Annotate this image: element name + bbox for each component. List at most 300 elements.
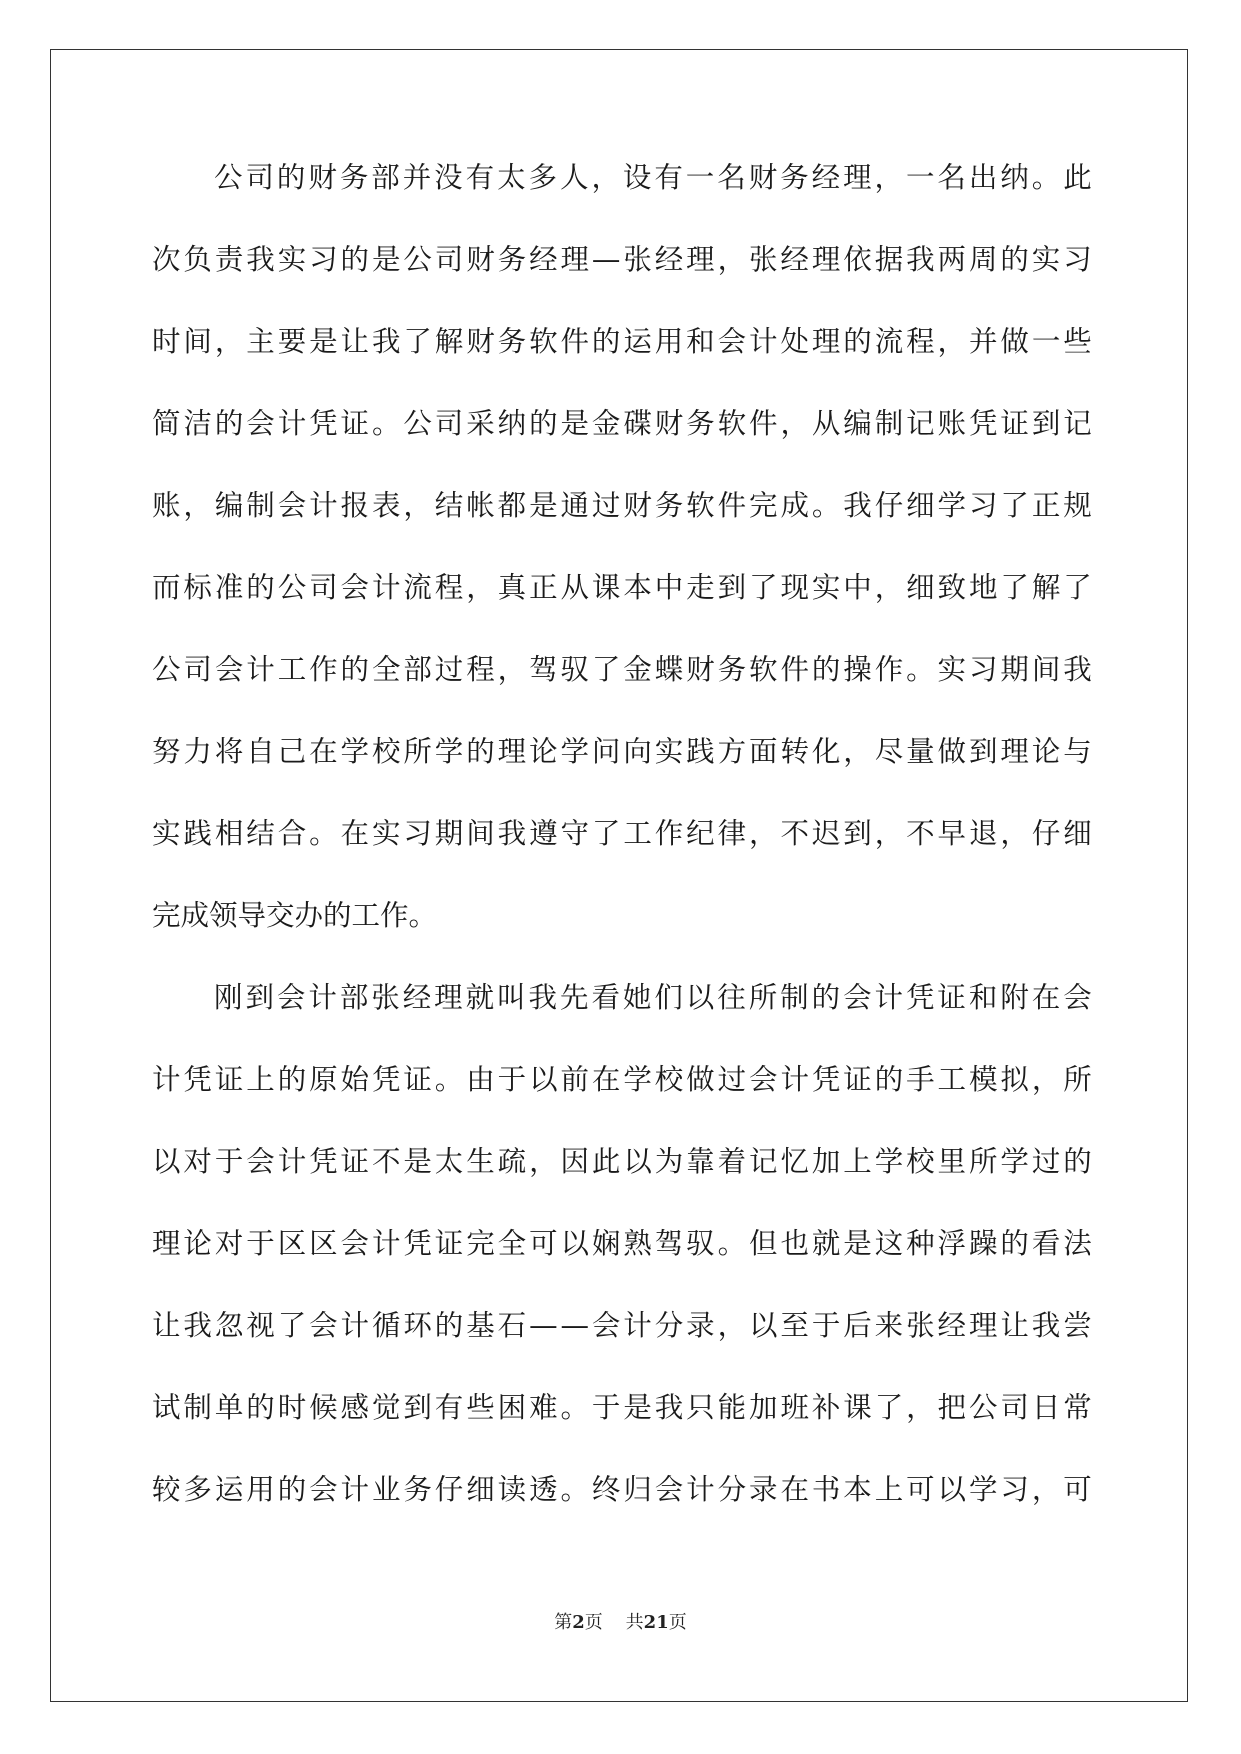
text-char: 归 <box>623 1473 652 1506</box>
text-char: 常 <box>1063 1391 1092 1424</box>
text-char: 会 <box>843 981 872 1014</box>
text-char: 件 <box>780 653 809 686</box>
text-char: 到 <box>968 735 998 768</box>
text-char: 简 <box>152 407 181 440</box>
text-char: 理 <box>560 243 589 276</box>
text-char: 。 <box>434 1063 464 1096</box>
text-char: ， <box>183 489 212 522</box>
text-char: 流 <box>403 571 432 604</box>
text-char: 准 <box>214 571 244 604</box>
text-char: 到 <box>843 817 872 850</box>
text-char: 在 <box>309 735 338 768</box>
text-char: 出 <box>968 161 998 194</box>
text-char: 务 <box>497 243 527 276</box>
text-char: 。 <box>560 1391 589 1424</box>
text-char: 张 <box>371 981 400 1014</box>
text-char: 制 <box>780 981 809 1014</box>
text-char: 上 <box>246 1063 275 1096</box>
text-char: 软 <box>686 489 715 522</box>
text-char: 务 <box>497 325 527 358</box>
text-line <box>152 568 1092 650</box>
text-char: 正 <box>529 571 558 604</box>
text-char: 司 <box>245 161 274 194</box>
text-char: 区 <box>277 1227 307 1260</box>
text-char: 过 <box>434 653 464 686</box>
text-char: 中 <box>654 571 684 604</box>
text-char: ， <box>717 243 747 276</box>
page-footer <box>0 1608 1241 1634</box>
text-char: 前 <box>560 1063 589 1096</box>
text-char: 计 <box>623 1309 652 1342</box>
text-char: 就 <box>465 981 495 1014</box>
text-char: 用 <box>654 325 684 358</box>
text-char: 理 <box>811 325 841 358</box>
text-char: 过 <box>717 1063 747 1096</box>
text-char: 的 <box>1000 243 1029 276</box>
text-char: 娴 <box>591 1227 621 1260</box>
text-char: 理 <box>1000 735 1029 768</box>
text-char: 会 <box>1063 981 1092 1014</box>
text-char: 尽 <box>874 735 904 768</box>
text-char: 公 <box>403 407 432 440</box>
text-char: ， <box>214 325 244 358</box>
text-char: 学 <box>340 735 370 768</box>
text-char: 有 <box>654 161 683 194</box>
text-line <box>152 158 1092 240</box>
text-char: 司 <box>309 571 338 604</box>
text-char: 校 <box>371 735 401 768</box>
text-char: 本 <box>843 1473 872 1506</box>
text-char: 报 <box>340 489 370 522</box>
text-char: ， <box>717 1309 747 1342</box>
text-line <box>152 1388 1092 1470</box>
text-char: 作 <box>874 653 904 686</box>
text-char: 了 <box>1000 571 1029 604</box>
text-char: 计 <box>371 1227 401 1260</box>
text-char: 不 <box>780 817 809 850</box>
text-char: 公 <box>214 161 243 194</box>
text-char: 计 <box>340 1309 370 1342</box>
text-char: 软 <box>749 653 778 686</box>
text-char: 程 <box>466 653 495 686</box>
text-char: 学 <box>1000 1145 1029 1178</box>
text-char: 会 <box>591 1309 621 1342</box>
text-char: 证 <box>937 981 966 1014</box>
text-char: 种 <box>906 1227 935 1260</box>
text-char: 本 <box>623 571 652 604</box>
text-char: ， <box>843 735 872 768</box>
text-char: 解 <box>434 325 464 358</box>
text-char: 仔 <box>874 489 904 522</box>
text-char: 相 <box>214 817 244 850</box>
text-char: 对 <box>214 1227 244 1260</box>
text-char: 的 <box>277 1473 307 1506</box>
text-char: 以 <box>152 1145 181 1178</box>
text-char: 班 <box>780 1391 809 1424</box>
text-char: 会 <box>749 1063 778 1096</box>
text-char: 处 <box>780 325 809 358</box>
text-line <box>152 1306 1092 1388</box>
text-char: 早 <box>937 817 967 850</box>
text-char: 经 <box>780 243 809 276</box>
text-char: 践 <box>183 817 212 850</box>
text-char: 编 <box>214 489 244 522</box>
text-char: 我 <box>654 1391 684 1424</box>
text-char: 凭 <box>968 407 998 440</box>
text-char: 实 <box>654 735 684 768</box>
text-char: 的 <box>340 243 370 276</box>
text-char: 的 <box>811 981 841 1014</box>
text-char: 的 <box>591 325 621 358</box>
text-line <box>152 486 1092 568</box>
text-char: 会 <box>340 571 370 604</box>
text-char: 习 <box>309 243 338 276</box>
text-char: 可 <box>906 1473 935 1506</box>
text-char: 疏 <box>497 1145 527 1178</box>
text-char: 。 <box>560 1473 589 1506</box>
text-char: 洁 <box>183 407 212 440</box>
text-char: 编 <box>843 407 872 440</box>
text-char: 终 <box>591 1473 621 1506</box>
text-char: 习 <box>1063 243 1092 276</box>
text-char: 金 <box>591 407 621 440</box>
text-char: 将 <box>214 735 244 768</box>
text-char: 靠 <box>686 1145 715 1178</box>
text-char: 正 <box>1031 489 1061 522</box>
text-char: 用 <box>246 1473 275 1506</box>
text-char: 不 <box>906 817 935 850</box>
text-char: 致 <box>937 571 967 604</box>
text-char: 责 <box>214 243 244 276</box>
text-char: 看 <box>591 981 620 1014</box>
text-char: 转 <box>780 735 809 768</box>
text-char: 论 <box>183 1227 212 1260</box>
text-char: 务 <box>339 161 369 194</box>
text-char: 日 <box>1031 1391 1061 1424</box>
text-char: 理 <box>811 243 841 276</box>
text-char: 仔 <box>434 1473 464 1506</box>
text-char: 驾 <box>529 653 558 686</box>
text-char: 凭 <box>905 981 935 1014</box>
text-char: ， <box>749 817 778 850</box>
text-char: 以 <box>560 1227 589 1260</box>
text-char: 习 <box>403 817 432 850</box>
text-char: 看 <box>1031 1227 1061 1260</box>
text-char: 了 <box>277 1309 307 1342</box>
text-char: 是 <box>403 1145 432 1178</box>
text-char: ， <box>403 489 432 522</box>
text-char: 驭 <box>686 1227 715 1260</box>
text-char: ， <box>1000 817 1029 850</box>
text-char: 的 <box>1000 1227 1029 1260</box>
text-char: 证 <box>340 1145 370 1178</box>
text-char: 经 <box>937 1309 967 1342</box>
text-char: 。 <box>309 817 338 850</box>
text-char: 有 <box>465 161 495 194</box>
text-char: 仔 <box>1031 817 1061 850</box>
text-char: 自 <box>246 735 275 768</box>
text-char: 的 <box>811 653 841 686</box>
text-char: 与 <box>1063 735 1092 768</box>
text-char: 来 <box>874 1309 904 1342</box>
text-char: 财 <box>623 489 652 522</box>
text-char: 公 <box>403 243 432 276</box>
text-char: 校 <box>654 1063 684 1096</box>
text-char: 依 <box>843 243 872 276</box>
text-char: — <box>560 1309 589 1342</box>
text-char: 难 <box>529 1391 558 1424</box>
text-char: 是 <box>309 325 338 358</box>
text-char: 设 <box>622 161 652 194</box>
text-char: 时 <box>277 1391 307 1424</box>
text-char: 证 <box>843 1063 872 1096</box>
text-char: 业 <box>371 1473 401 1506</box>
text-char: 真 <box>497 571 527 604</box>
text-line <box>152 1142 1092 1224</box>
text-char: 是 <box>371 243 401 276</box>
text-char: 做 <box>1000 325 1029 358</box>
text-char: 所 <box>403 735 432 768</box>
text-char: 计 <box>340 1473 370 1506</box>
text-char: 会 <box>340 1227 370 1260</box>
text-char: 计 <box>308 981 337 1014</box>
text-char: 让 <box>1000 1309 1029 1342</box>
text-char: 以 <box>623 1145 652 1178</box>
text-char: 是 <box>843 1227 872 1260</box>
text-char: 了 <box>749 571 778 604</box>
text-char: 原 <box>309 1063 338 1096</box>
text-char: 我 <box>1031 1309 1061 1342</box>
text-char: 实 <box>811 571 841 604</box>
text-char: ， <box>937 325 967 358</box>
text-char: 记 <box>749 1145 778 1178</box>
text-char: 工 <box>937 1063 967 1096</box>
text-char: 司 <box>183 653 212 686</box>
text-char: 会 <box>246 407 275 440</box>
text-char: 书 <box>811 1473 841 1506</box>
text-char: 没 <box>434 161 463 194</box>
text-char: 分 <box>717 1473 747 1506</box>
text-char: 间 <box>466 817 495 850</box>
text-char: 公 <box>968 1391 998 1424</box>
text-char: 中 <box>843 571 872 604</box>
text-char: 负 <box>183 243 212 276</box>
text-char: 补 <box>811 1391 841 1424</box>
text-char: 都 <box>497 489 527 522</box>
text-char: 名 <box>717 161 746 194</box>
text-char: 感 <box>340 1391 370 1424</box>
text-char: 金 <box>623 653 652 686</box>
text-char: 理 <box>497 735 527 768</box>
text-line <box>152 322 1092 404</box>
text-char: 习 <box>1000 1473 1029 1506</box>
text-char: 方 <box>717 735 747 768</box>
text-char: 为 <box>654 1145 684 1178</box>
text-char: 成 <box>780 489 809 522</box>
text-char: 所 <box>968 1145 998 1178</box>
text-char: 于 <box>811 1309 841 1342</box>
text-char: 习 <box>968 489 998 522</box>
text-char: 务 <box>403 1473 432 1506</box>
text-char: 试 <box>152 1391 181 1424</box>
text-char: 所 <box>1063 1063 1092 1096</box>
text-char: 我 <box>528 981 558 1014</box>
text-char: 忆 <box>780 1145 809 1178</box>
text-char: 计 <box>152 1063 181 1096</box>
text-char: 熟 <box>623 1227 652 1260</box>
text-char: 的 <box>214 407 244 440</box>
text-char: 次 <box>152 243 181 276</box>
text-line <box>152 1470 1092 1552</box>
text-char: 学 <box>968 1473 998 1506</box>
text-char: 着 <box>717 1145 747 1178</box>
text-char: 循 <box>371 1309 401 1342</box>
text-char: 和 <box>686 325 715 358</box>
text-char: 蝶 <box>654 653 684 686</box>
text-char: 证 <box>434 1227 464 1260</box>
text-char: 面 <box>749 735 778 768</box>
text-char: 对 <box>183 1145 212 1178</box>
text-char: 我 <box>843 489 872 522</box>
text-char: 过 <box>591 489 621 522</box>
text-char: 律 <box>717 817 747 850</box>
text-char: — <box>529 1309 558 1342</box>
text-char: 间 <box>183 325 212 358</box>
text-char: 较 <box>152 1473 181 1506</box>
text-char: 附 <box>1000 981 1029 1014</box>
text-char: 公 <box>277 571 307 604</box>
text-char: 量 <box>906 735 935 768</box>
text-char: 她 <box>622 981 652 1014</box>
text-char: 的 <box>874 1063 904 1096</box>
text-char: 做 <box>686 1063 715 1096</box>
text-char: 凭 <box>309 407 338 440</box>
text-char: 作 <box>654 817 684 850</box>
text-char: 也 <box>780 1227 809 1260</box>
text-char: 经 <box>529 243 558 276</box>
text-char: 完 <box>749 489 778 522</box>
text-char: 部 <box>371 161 400 194</box>
text-char: 由 <box>466 1063 495 1096</box>
text-char: 让 <box>152 1309 181 1342</box>
text-char: 先 <box>559 981 589 1014</box>
text-char: 流 <box>874 325 904 358</box>
text-char: 问 <box>591 735 621 768</box>
text-char: 名 <box>937 161 966 194</box>
text-char: 有 <box>434 1391 464 1424</box>
text-line <box>152 1060 1092 1142</box>
text-char: 的 <box>340 653 370 686</box>
text-char: 向 <box>623 735 652 768</box>
text-char: 太 <box>497 161 526 194</box>
text-char: 驾 <box>654 1227 684 1260</box>
page-suffix: 页 <box>584 1612 603 1633</box>
text-char: 计 <box>874 981 904 1014</box>
text-char: 到 <box>245 981 274 1014</box>
text-char: 的 <box>276 161 306 194</box>
text-char: 我 <box>246 243 275 276</box>
text-char: 校 <box>906 1145 935 1178</box>
text-char: 细 <box>1063 817 1092 850</box>
text-char: 在 <box>591 1063 621 1096</box>
text-char: 践 <box>686 735 715 768</box>
text-char: 全 <box>497 1227 527 1260</box>
text-char: ， <box>874 161 904 194</box>
text-char: 时 <box>152 325 181 358</box>
text-char: 以 <box>685 981 715 1014</box>
text-char: 的 <box>246 571 275 604</box>
text-char: 财 <box>748 161 778 194</box>
text-char: 可 <box>529 1227 558 1260</box>
text-char: 课 <box>843 1391 872 1424</box>
text-char: 实 <box>371 817 401 850</box>
current-page-number: 2 <box>572 1612 585 1633</box>
text-char: 两 <box>937 243 967 276</box>
total-prefix: 共 <box>625 1612 644 1633</box>
text-char: 透 <box>529 1473 558 1506</box>
text-char: 实 <box>1031 243 1061 276</box>
text-char: ， <box>906 1391 935 1424</box>
text-char: 账 <box>937 407 967 440</box>
text-char: 法 <box>1063 1227 1092 1260</box>
text-char: 在 <box>340 817 370 850</box>
text-char: 凭 <box>811 1063 841 1096</box>
text-char: 往 <box>717 981 746 1014</box>
text-char: 了 <box>591 817 621 850</box>
text-char: 制 <box>246 489 275 522</box>
text-char: 并 <box>402 161 432 194</box>
text-char: 细 <box>906 571 935 604</box>
text-char: 到 <box>403 1391 432 1424</box>
total-page-count: 21 <box>643 1612 669 1633</box>
text-char: 于 <box>214 1145 244 1178</box>
text-char: 计 <box>277 1145 307 1178</box>
text-char: 学 <box>623 1063 652 1096</box>
text-char: 张 <box>749 243 778 276</box>
text-char: 计 <box>309 489 338 522</box>
text-char: 一 <box>1031 325 1061 358</box>
text-char: 结 <box>434 489 464 522</box>
text-char: 期 <box>1000 653 1029 686</box>
text-char: ， <box>780 407 809 440</box>
text-char: 制 <box>183 1391 212 1424</box>
text-char: 读 <box>497 1473 527 1506</box>
text-char: 此 <box>1063 161 1092 194</box>
text-char: 我 <box>497 817 527 850</box>
text-char: 计 <box>277 407 307 440</box>
text-char: 而 <box>152 571 181 604</box>
text-char: 因 <box>560 1145 589 1178</box>
text-char: 拟 <box>1000 1063 1029 1096</box>
text-char: 过 <box>1031 1145 1061 1178</box>
text-char: 会 <box>309 1309 338 1342</box>
text-line <box>152 978 1092 1060</box>
text-char: 账 <box>152 489 181 522</box>
text-char: — <box>591 243 621 276</box>
text-char: 石 <box>497 1309 527 1342</box>
page-prefix: 第 <box>554 1612 573 1633</box>
text-char: 手 <box>906 1063 935 1096</box>
text-char: 操 <box>843 653 872 686</box>
text-char: 论 <box>1031 735 1061 768</box>
text-line: 完成领导交办的工作。 <box>152 899 438 932</box>
text-char: 会 <box>246 1145 275 1178</box>
text-char: 计 <box>246 653 275 686</box>
text-char: 只 <box>686 1391 715 1424</box>
text-char: 我 <box>906 243 935 276</box>
text-char: 会 <box>654 1473 684 1506</box>
text-char: 可 <box>1063 1473 1092 1506</box>
